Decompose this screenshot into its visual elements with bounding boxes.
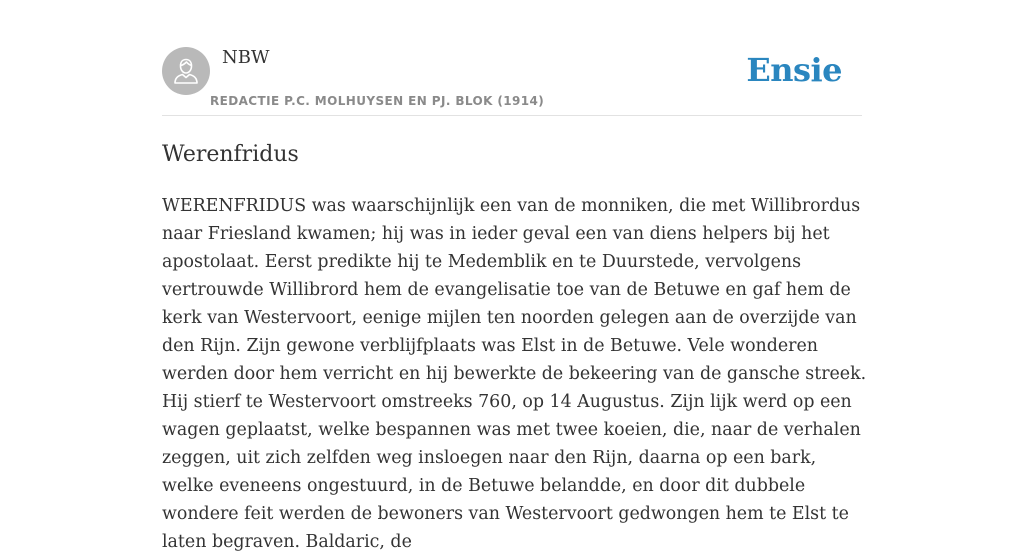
article-title: Werenfridus <box>162 142 299 167</box>
article-body: WERENFRIDUS was waarschijnlijk een van de monniken, die met Willibrordus naar Friesland kwamen; hij was in ieder geval een van diens helpers bij het apostolaat. Eerst predikte hij te Medemblik en te Duurstede, vervolgens vertrouwde Willibrord hem de evangelisatie toe van de Betuwe en gaf hem de kerk van Westervoort, eenige mijlen ten noorden gelegen aan de overzijde van den Rijn. Zijn gewone verblijfplaats was Elst in de Betuwe. Vele wonderen werden door hem verricht en hij bewerkte de bekeering van de gansche streek. Hij stierf te Westervoort omstreeks 760, op 14 Augustus. Zijn lijk werd op een wagen geplaatst, welke bespannen was met twee koeien, die, naar de verhalen zeggen, uit zich zelfden weg insloegen naar den Rijn, daarna op een bark, welke eveneens ongestuurd, in de Betuwe belandde, en door dit dubbele wondere feit werden de bewoners van Westervoort gedwongen hem te Elst te laten begraven. Baldaric, de <box>162 196 867 552</box>
user-silhouette-icon <box>173 57 199 85</box>
author-avatar[interactable] <box>162 47 210 95</box>
author-name[interactable]: NBW <box>222 47 270 68</box>
content-container <box>162 0 867 552</box>
article-header <box>162 0 862 116</box>
ensie-logo[interactable]: Ensie <box>746 51 842 89</box>
author-subtitle: REDACTIE P.C. MOLHUYSEN EN PJ. BLOK (1914) <box>210 94 545 108</box>
